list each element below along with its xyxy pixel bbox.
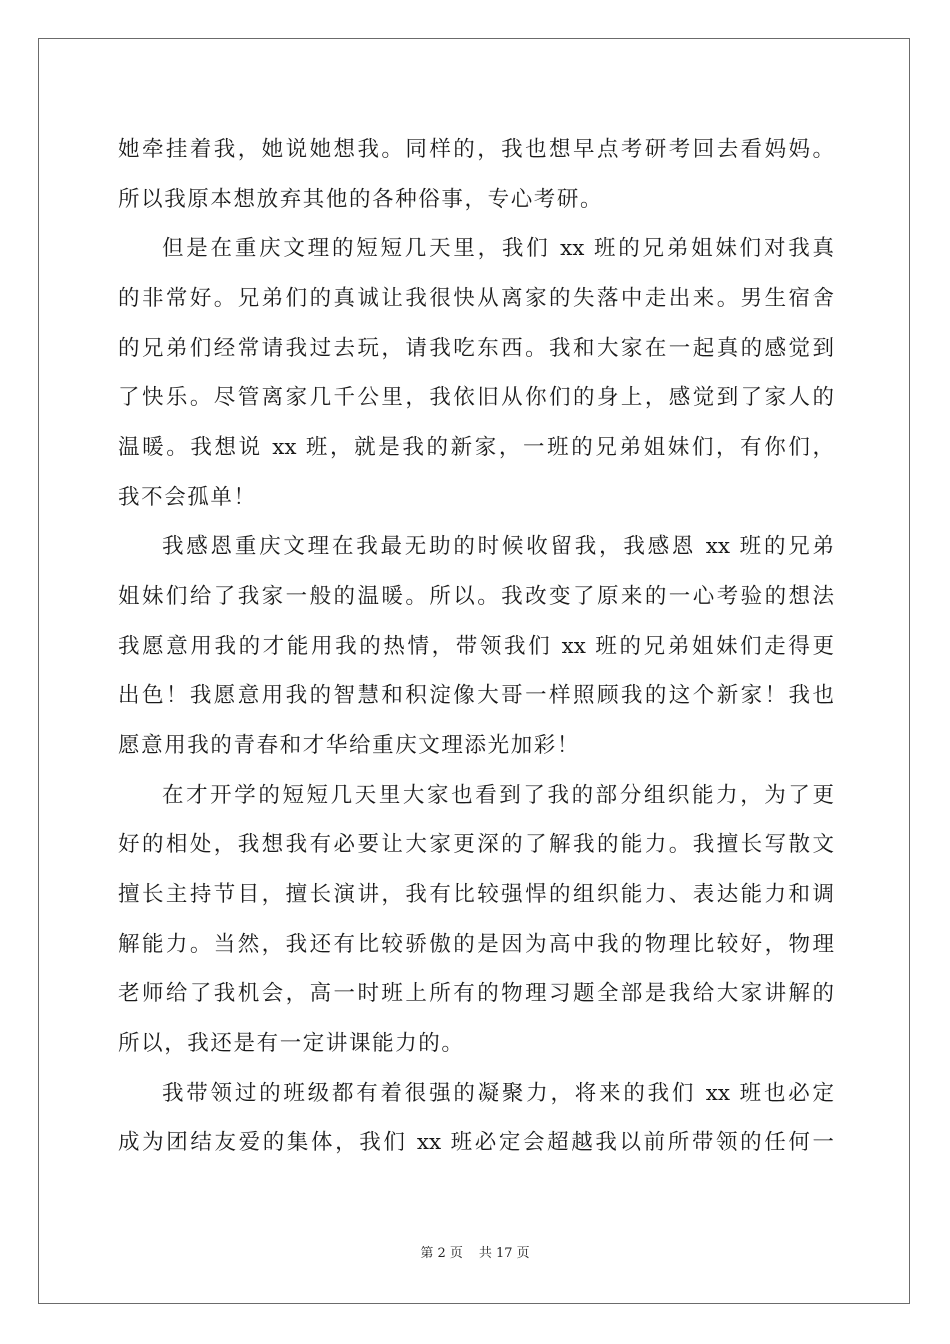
text-line: 我感恩重庆文理在我最无助的时候收留我，我感恩 xx 班的兄弟 bbox=[162, 534, 834, 559]
text-line: 的非常好。兄弟们的真诚让我很快从离家的失落中走出来。男生宿舍 bbox=[118, 286, 834, 311]
page-number: 第 2 页 bbox=[420, 1246, 463, 1261]
text-line: 所以我原本想放弃其他的各种俗事，专心考研。 bbox=[118, 187, 604, 212]
text-line: 在才开学的短短几天里大家也看到了我的部分组织能力，为了更 bbox=[162, 783, 834, 808]
text-line: 所以，我还是有一定讲课能力的。 bbox=[118, 1031, 465, 1056]
text-line: 成为团结友爱的集体，我们 xx 班必定会超越我以前所带领的任何一 bbox=[118, 1130, 834, 1155]
text-line: 好的相处，我想我有必要让大家更深的了解我的能力。我擅长写散文 bbox=[118, 832, 834, 857]
text-line: 姐妹们给了我家一般的温暖。所以。我改变了原来的一心考验的想法 bbox=[118, 584, 834, 609]
page-footer bbox=[0, 1245, 950, 1263]
page-border bbox=[38, 38, 910, 1304]
page-total: 共 17 页 bbox=[478, 1246, 530, 1261]
text-line: 了快乐。尽管离家几千公里，我依旧从你们的身上，感觉到了家人的 bbox=[118, 385, 834, 410]
text-line: 的兄弟们经常请我过去玩，请我吃东西。我和大家在一起真的感觉到 bbox=[118, 336, 834, 361]
text-line: 我愿意用我的才能用我的热情，带领我们 xx 班的兄弟姐妹们走得更 bbox=[118, 634, 834, 659]
text-line: 出色！我愿意用我的智慧和积淀像大哥一样照顾我的这个新家！我也 bbox=[118, 683, 834, 708]
text-line: 她牵挂着我，她说她想我。同样的，我也想早点考研考回去看妈妈。 bbox=[118, 137, 834, 162]
text-line: 解能力。当然，我还有比较骄傲的是因为高中我的物理比较好，物理 bbox=[118, 932, 834, 957]
text-line: 我带领过的班级都有着很强的凝聚力，将来的我们 xx 班也必定 bbox=[162, 1081, 834, 1106]
text-line: 擅长主持节目，擅长演讲，我有比较强悍的组织能力、表达能力和调 bbox=[118, 882, 834, 907]
text-line: 我不会孤单！ bbox=[118, 485, 257, 510]
text-line: 但是在重庆文理的短短几天里，我们 xx 班的兄弟姐妹们对我真 bbox=[162, 236, 834, 261]
text-line: 愿意用我的青春和才华给重庆文理添光加彩！ bbox=[118, 733, 581, 758]
text-line: 老师给了我机会，高一时班上所有的物理习题全部是我给大家讲解的 bbox=[118, 981, 834, 1006]
text-line: 温暖。我想说 xx 班，就是我的新家，一班的兄弟姐妹们，有你们， bbox=[118, 435, 834, 460]
